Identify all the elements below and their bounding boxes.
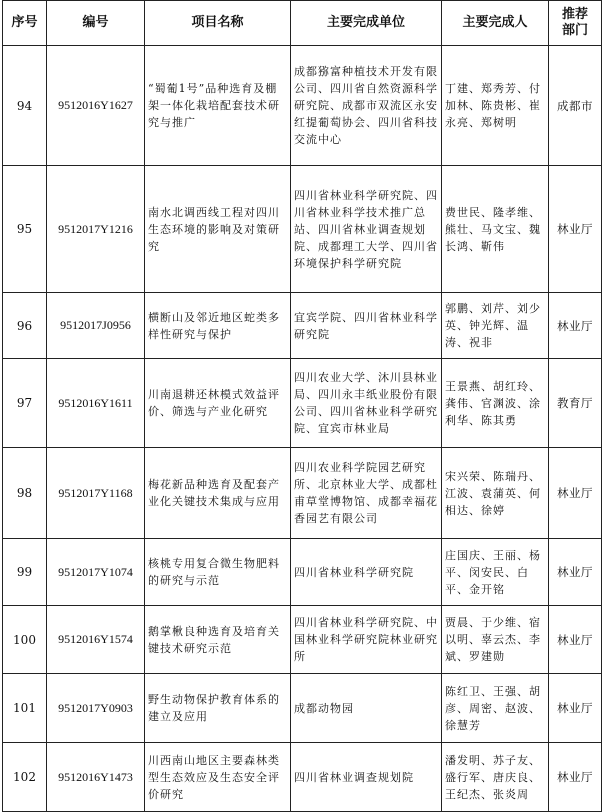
cell-unit: 四川农业科学院园艺研究所、北京林业大学、成都杜甫草堂博物馆、成都幸福花香园艺有限公司 (291, 448, 442, 539)
cell-dept: 林业厅 (549, 539, 602, 606)
cell-dept: 林业厅 (549, 606, 602, 674)
header-unit: 主要完成单位 (291, 1, 442, 46)
cell-project-name: 野生动物保护教育体系的建立及应用 (145, 674, 291, 743)
cell-seq: 95 (3, 166, 47, 293)
cell-code: 9512017Y1074 (47, 539, 145, 606)
cell-code: 9512017Y1168 (47, 448, 145, 539)
table-row (3, 359, 602, 448)
table-row (3, 539, 602, 606)
cell-code: 9512016Y1473 (47, 743, 145, 812)
header-dept: 推荐部门 (549, 1, 602, 46)
header-seq: 序号 (3, 1, 47, 46)
cell-people: 贾晨、于少维、宿以明、辜云杰、李斌、罗建勋 (442, 606, 549, 674)
cell-people: 庄国庆、王丽、杨平、闵安民、白平、金开铭 (442, 539, 549, 606)
cell-seq: 98 (3, 448, 47, 539)
cell-seq: 100 (3, 606, 47, 674)
table-row (3, 606, 602, 674)
table-header-row (3, 1, 602, 46)
project-table (2, 0, 602, 812)
cell-people: 王景燕、胡红玲、龚伟、官渊波、涂利华、陈其勇 (442, 359, 549, 448)
cell-project-name: 核桃专用复合微生物肥料的研究与示范 (145, 539, 291, 606)
cell-code: 9512017Y1216 (47, 166, 145, 293)
cell-code: 9512016Y1574 (47, 606, 145, 674)
cell-seq: 94 (3, 46, 47, 166)
cell-dept: 林业厅 (549, 166, 602, 293)
cell-code: 9512017J0956 (47, 293, 145, 359)
cell-dept: 教育厅 (549, 359, 602, 448)
table-row (3, 674, 602, 743)
cell-dept: 林业厅 (549, 293, 602, 359)
cell-people: 宋兴荣、陈瑞丹、江波、袁蒲英、何相达、徐婷 (442, 448, 549, 539)
cell-unit: 四川省林业科学研究院、四川省林业科学技术推广总站、四川省林业调查规划院、成都理工大学、四川省环境保护科学研究院 (291, 166, 442, 293)
cell-unit: 四川省林业科学研究院 (291, 539, 442, 606)
cell-dept: 林业厅 (549, 674, 602, 743)
header-code: 编号 (47, 1, 145, 46)
cell-people: 郭鹏、刘芹、刘少英、钟光辉、温涛、祝非 (442, 293, 549, 359)
table-row (3, 293, 602, 359)
cell-dept: 林业厅 (549, 743, 602, 812)
cell-project-name: 川南退耕还林模式效益评价、筛选与产业化研究 (145, 359, 291, 448)
cell-seq: 102 (3, 743, 47, 812)
cell-dept: 林业厅 (549, 448, 602, 539)
cell-unit: 四川农业大学、沐川县林业局、四川永丰纸业股份有限公司、四川省林业科学研究院、宜宾市林业局 (291, 359, 442, 448)
cell-people: 费世民、隆孝维、熊壮、马文宝、魏长鸿、靳伟 (442, 166, 549, 293)
cell-unit: 成都猕富种植技术开发有限公司、四川省自然资源科学研究院、成都市双流区永安红提葡萄协会、四川省科技交流中心 (291, 46, 442, 166)
cell-project-name: “蜀葡1号”品种选育及棚架一体化栽培配套技术研究与推广 (145, 46, 291, 166)
table-row (3, 448, 602, 539)
cell-code: 9512016Y1611 (47, 359, 145, 448)
cell-unit: 成都动物园 (291, 674, 442, 743)
cell-seq: 101 (3, 674, 47, 743)
cell-dept: 成都市 (549, 46, 602, 166)
table-row (3, 166, 602, 293)
cell-seq: 99 (3, 539, 47, 606)
cell-project-name: 川西南山地区主要森林类型生态效应及生态安全评价研究 (145, 743, 291, 812)
cell-people: 潘发明、苏子友、盛行军、唐庆良、王纪杰、张炎周 (442, 743, 549, 812)
table-row (3, 743, 602, 812)
cell-seq: 97 (3, 359, 47, 448)
cell-code: 9512017Y0903 (47, 674, 145, 743)
header-name: 项目名称 (145, 1, 291, 46)
cell-unit: 四川省林业调查规划院 (291, 743, 442, 812)
cell-unit: 四川省林业科学研究院、中国林业科学研究院林业研究所 (291, 606, 442, 674)
table-row (3, 46, 602, 166)
cell-people: 丁建、郑秀芳、付加林、陈贵彬、崔永亮、郑树明 (442, 46, 549, 166)
header-people: 主要完成人 (442, 1, 549, 46)
cell-people: 陈红卫、王强、胡彦、周密、赵波、徐慧芳 (442, 674, 549, 743)
cell-project-name: 梅花新品种选育及配套产业化关键技术集成与应用 (145, 448, 291, 539)
cell-project-name: 南水北调西线工程对四川生态环境的影响及对策研究 (145, 166, 291, 293)
cell-seq: 96 (3, 293, 47, 359)
cell-code: 9512016Y1627 (47, 46, 145, 166)
cell-project-name: 鹅掌楸良种选育及培育关键技术研究示范 (145, 606, 291, 674)
cell-project-name: 横断山及邻近地区蛇类多样性研究与保护 (145, 293, 291, 359)
cell-unit: 宜宾学院、四川省林业科学研究院 (291, 293, 442, 359)
